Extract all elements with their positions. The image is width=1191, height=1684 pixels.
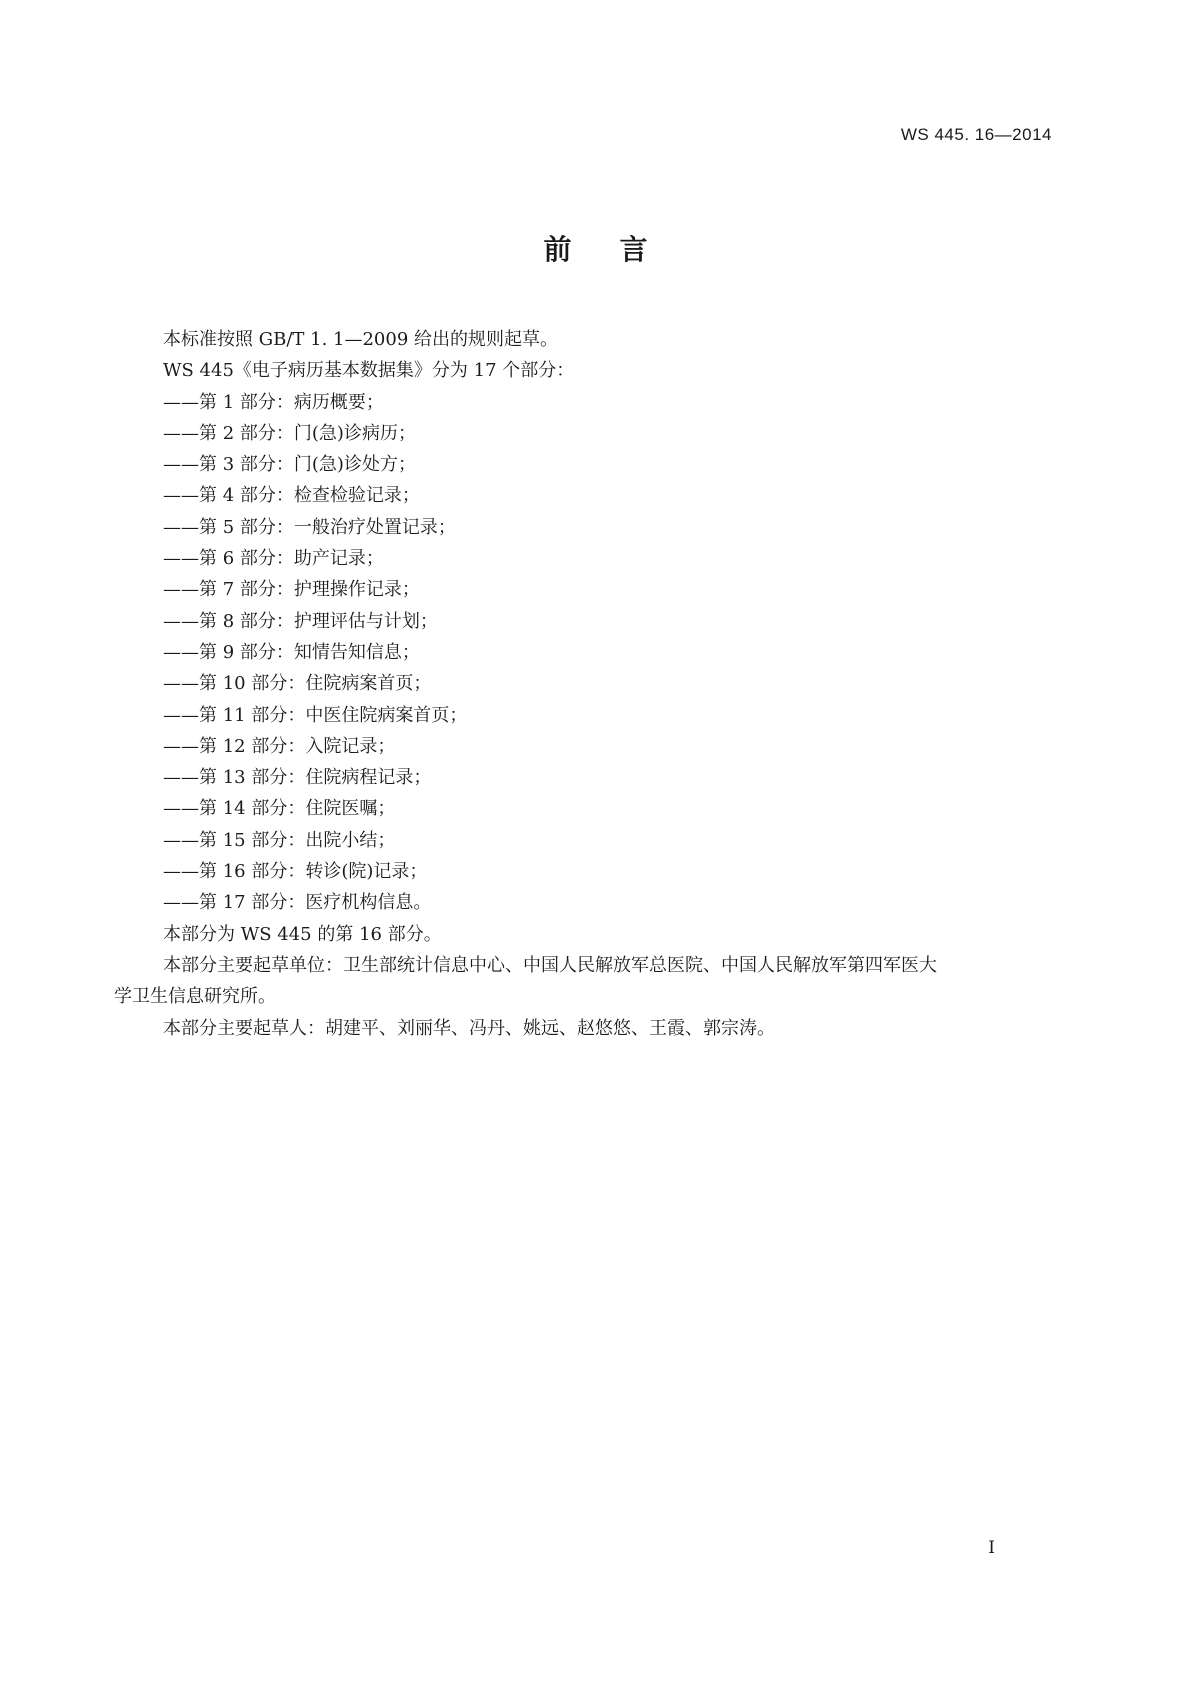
standard-code: WS 445. 16—2014 <box>900 125 1052 144</box>
list-item: ——第 16 部分：转诊(院)记录； <box>163 861 428 883</box>
division-paragraph: WS 445《电子病历基本数据集》分为 17 个部分： <box>163 360 575 382</box>
drafting-units-line1: 本部分主要起草单位：卫生部统计信息中心、中国人民解放军总医院、中国人民解放军第四军医大 <box>163 954 937 976</box>
list-item: ——第 10 部分：住院病案首页； <box>163 673 432 695</box>
list-item: ——第 1 部分：病历概要； <box>163 391 384 413</box>
rule-paragraph: 本标准按照 GB/T 1. 1—2009 给出的规则起草。 <box>163 329 558 350</box>
list-item: ——第 15 部分：出院小结； <box>163 829 396 851</box>
list-item: ——第 17 部分：医疗机构信息。 <box>163 892 432 914</box>
this-part-paragraph: 本部分为 WS 445 的第 16 部分。 <box>163 923 442 945</box>
drafters-paragraph: 本部分主要起草人：胡建平、刘丽华、冯丹、姚远、赵悠悠、王霞、郭宗涛。 <box>163 1017 775 1039</box>
page-number: I <box>988 1538 995 1558</box>
parts-list <box>163 387 1063 919</box>
list-item: ——第 9 部分：知情告知信息； <box>163 641 420 663</box>
list-item: ——第 14 部分：住院医嘱； <box>163 798 396 820</box>
list-item: ——第 13 部分：住院病程记录； <box>163 767 432 789</box>
list-item: ——第 12 部分：入院记录； <box>163 735 396 757</box>
list-item: ——第 7 部分：护理操作记录； <box>163 579 420 601</box>
list-item: ——第 11 部分：中医住院病案首页； <box>163 704 468 726</box>
foreword-body <box>114 324 1063 1044</box>
list-item: ——第 3 部分：门(急)诊处方； <box>163 454 416 476</box>
drafting-units-line2: 学卫生信息研究所。 <box>114 986 276 1008</box>
list-item: ——第 6 部分：助产记录； <box>163 548 384 570</box>
list-item: ——第 4 部分：检查检验记录； <box>163 485 420 507</box>
list-item: ——第 8 部分：护理评估与计划； <box>163 610 438 632</box>
list-item: ——第 2 部分：门(急)诊病历； <box>163 422 416 444</box>
page-title: 前言 <box>543 233 696 266</box>
list-item: ——第 5 部分：一般治疗处置记录； <box>163 516 456 538</box>
